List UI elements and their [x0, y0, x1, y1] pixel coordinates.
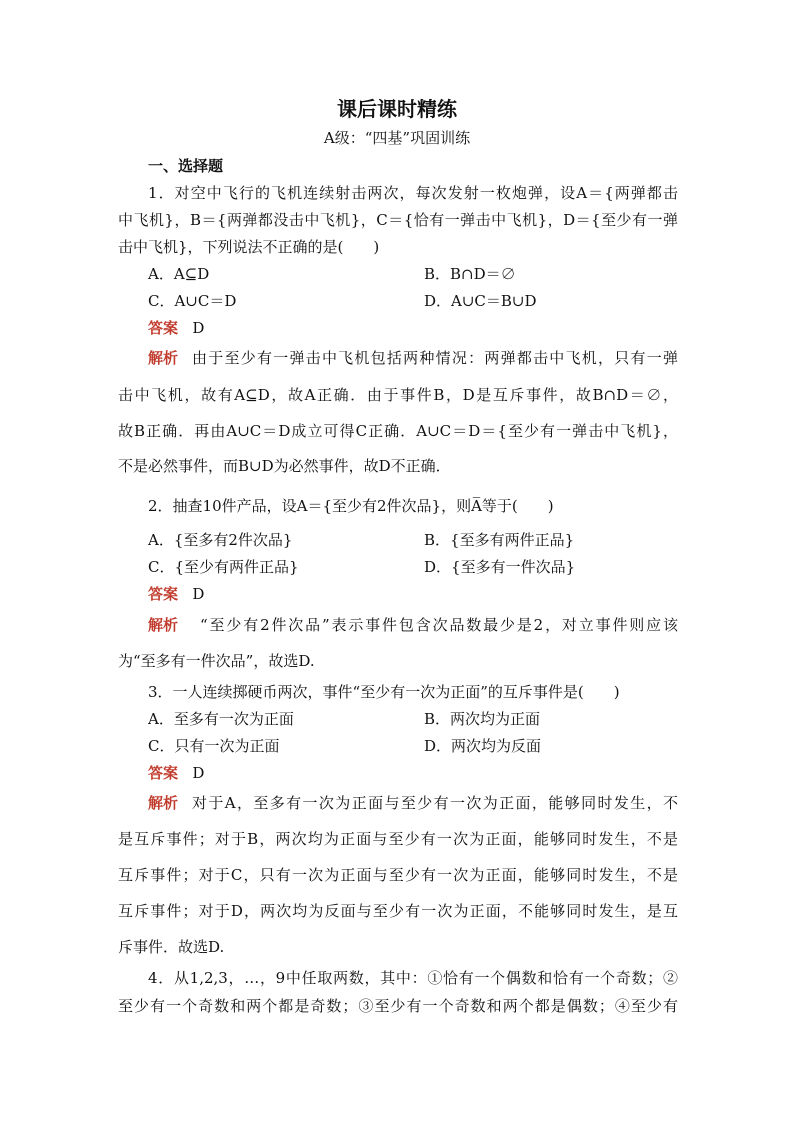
- q2-analysis-first: [148, 615, 678, 635]
- q2-answer-value: D: [192, 585, 205, 603]
- q3-analysis-first: [148, 793, 678, 813]
- q3-stem-line: 3．一人连续掷硬币两次，事件“至少有一次为正面”的互斥事件是( ): [148, 683, 620, 701]
- q1-option-d: D．A∪C＝B∪D: [424, 292, 537, 310]
- q3-option-d: D．两次均为反面: [424, 737, 542, 755]
- page-subtitle: A级：“四基”巩固训练: [323, 129, 471, 147]
- q1-analysis-line: 击中飞机，故有A⊆D，故A正确．由于事件B，D是互斥事件，故B∩D＝∅，: [118, 386, 678, 404]
- q1-analysis-line: 故B正确．再由A∪C＝D成立可得C正确．A∪C＝D＝{至少有一弹击中飞机}，: [118, 422, 678, 440]
- q2-option-a: A．{至多有2件次品}: [148, 531, 293, 549]
- q4-stem-line: 4．从1,2,3，…，9中任取两数，其中：①恰有一个偶数和恰有一个奇数；②: [148, 969, 678, 987]
- q1-stem-line: 中飞机}，B＝{两弹都没击中飞机}，C＝{恰有一弹击中飞机}，D＝{至少有一弹: [118, 211, 678, 229]
- q1-answer-value: D: [192, 319, 205, 337]
- q3-analysis-line: 斥事件．故选D.: [118, 938, 225, 956]
- q3-option-a: A．至多有一次为正面: [148, 710, 294, 728]
- q3-answer-row: [148, 763, 204, 783]
- q3-answer-value: D: [192, 764, 205, 782]
- q3-analysis-line: 是互斥事件；对于B，两次均为正面与至少有一次为正面，能够同时发生，不是: [118, 830, 678, 848]
- q1-stem-line: 1．对空中飞行的飞机连续射击两次，每次发射一枚炮弹，设A＝{两弹都击: [148, 184, 678, 202]
- q1-stem-line: 击中飞机}，下列说法不正确的是( ): [118, 238, 380, 256]
- q1-option-a: A．A⊆D: [148, 265, 210, 283]
- page-title: 课后课时精练: [337, 97, 457, 121]
- q1-analysis-first: [148, 348, 678, 368]
- section-heading: 一、选择题: [148, 157, 224, 175]
- q2-option-d: D．{至多有一件次品}: [424, 558, 576, 576]
- q3-analysis-line: 对于A，至多有一次为正面与至少有一次为正面，能够同时发生，不: [192, 794, 678, 812]
- q3-analysis-line: 互斥事件；对于D，两次均为反面与至少有一次为正面，不能够同时发生，是互: [118, 902, 678, 920]
- q1-option-b: B．B∩D＝∅: [424, 265, 516, 283]
- q3-option-c: C．只有一次为正面: [148, 737, 280, 755]
- answer-label: 答案: [148, 585, 179, 603]
- q3-analysis-line: 互斥事件；对于C，只有一次为正面与至少有一次为正面，能够同时发生，不是: [118, 866, 678, 884]
- q2-answer-row: [148, 584, 204, 604]
- analysis-label: 解析: [148, 616, 179, 634]
- q1-analysis-line: 由于至少有一弹击中飞机包括两种情况：两弹都击中飞机，只有一弹: [192, 349, 678, 367]
- answer-label: 答案: [148, 764, 179, 782]
- q4-stem-line: 至少有一个奇数和两个都是奇数；③至少有一个奇数和两个都是偶数；④至少有: [118, 997, 678, 1015]
- q3-option-b: B．两次均为正面: [424, 710, 541, 728]
- q2-analysis-line: 为“至多有一件次品”，故选D.: [118, 652, 315, 670]
- q2-option-c: C．{至少有两件正品}: [148, 558, 299, 576]
- answer-label: 答案: [148, 319, 179, 337]
- analysis-label: 解析: [148, 349, 179, 367]
- q2-stem-line: 2．抽查10件产品，设A＝{至少有2件次品}，则A̅等于( ): [148, 497, 554, 515]
- q2-analysis-line: “至少有2件次品”表示事件包含次品数最少是2，对立事件则应该: [200, 616, 678, 634]
- q1-analysis-line: 不是必然事件，而B∪D为必然事件，故D不正确．: [118, 457, 451, 475]
- q2-option-b: B．{至多有两件正品}: [424, 531, 575, 549]
- analysis-label: 解析: [148, 794, 179, 812]
- q1-answer-row: [148, 318, 204, 338]
- q1-option-c: C．A∪C＝D: [148, 292, 237, 310]
